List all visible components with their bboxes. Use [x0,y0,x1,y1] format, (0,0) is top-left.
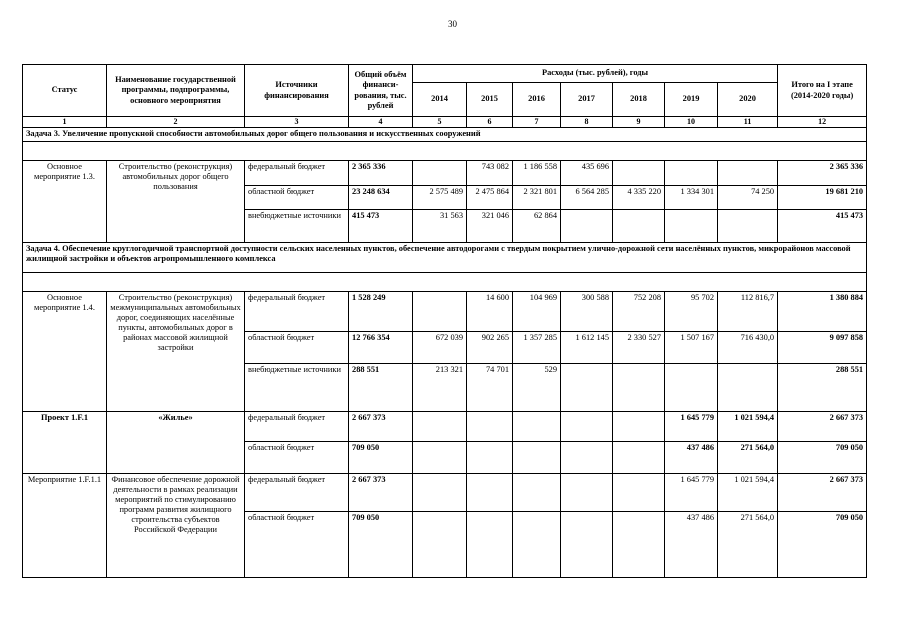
value-cell [718,161,778,186]
value-cell: 435 696 [561,161,613,186]
header-expenses: Расходы (тыс. рублей), годы [413,65,778,83]
value-cell: 743 082 [467,161,513,186]
column-number: 8 [561,117,613,128]
itogo-cell: 709 050 [778,512,867,578]
total-cell: 12 766 354 [349,332,413,364]
total-cell: 1 528 249 [349,292,413,332]
value-cell: 4 335 220 [613,186,665,210]
source-cell: федеральный бюджет [245,474,349,512]
value-cell: 1 357 285 [513,332,561,364]
value-cell: 300 588 [561,292,613,332]
value-cell [665,364,718,412]
column-number: 2 [107,117,245,128]
header-year: 2019 [665,83,718,117]
status-cell: Основное мероприятие 1.4. [23,292,107,412]
value-cell: 2 475 864 [467,186,513,210]
itogo-cell: 2 667 373 [778,474,867,512]
header-name: Наименование государственной программы, подпрограммы, основного мероприятия [107,65,245,117]
value-cell: 529 [513,364,561,412]
name-cell: Строительство (реконструкция) автомобильных дорог общего пользования [107,161,245,243]
source-cell: областной бюджет [245,512,349,578]
source-cell: внебюджетные источники [245,210,349,243]
header-year: 2014 [413,83,467,117]
column-number: 12 [778,117,867,128]
source-cell: федеральный бюджет [245,161,349,186]
value-cell: 62 864 [513,210,561,243]
value-cell [561,412,613,442]
header-year: 2016 [513,83,561,117]
header-sources: Источники финансирования [245,65,349,117]
value-cell: 213 321 [413,364,467,412]
value-cell: 1 021 594,4 [718,474,778,512]
total-cell: 2 365 336 [349,161,413,186]
spacer-row [23,273,867,292]
itogo-cell: 9 097 858 [778,332,867,364]
value-cell [413,512,467,578]
value-cell: 271 564,0 [718,442,778,474]
source-cell: федеральный бюджет [245,292,349,332]
column-number: 3 [245,117,349,128]
value-cell [413,412,467,442]
task-4-title: Задача 4. Обеспечение круглогодичной транспортной доступности сельских населенных пунктов, обеспечение автодорогами с твердым покрытием улично-дорожной сети населённых пунктов, микрорайонов массовой жилищной застройки и объектов агропромышленного комплекса [23,243,867,273]
value-cell [613,364,665,412]
column-number: 6 [467,117,513,128]
total-cell: 709 050 [349,512,413,578]
value-cell: 2 575 489 [413,186,467,210]
value-cell [513,512,561,578]
column-number: 10 [665,117,718,128]
status-cell: Проект 1.F.1 [23,412,107,474]
table-row [23,161,867,186]
value-cell: 1 507 167 [665,332,718,364]
column-number: 7 [513,117,561,128]
itogo-cell: 2 365 336 [778,161,867,186]
itogo-cell: 288 551 [778,364,867,412]
header-itogo: Итого на I этапе (2014-2020 годы) [778,65,867,117]
table-row [23,292,867,332]
value-cell: 752 208 [613,292,665,332]
name-cell: Финансовое обеспечение дорожной деятельности в рамках реализации мероприятий по стимулированию программ развития жилищного строительства субъектов Российской Федерации [107,474,245,578]
column-numbers-row [23,117,867,128]
column-number: 9 [613,117,665,128]
header-total: Общий объём финанси-рования, тыс. рублей [349,65,413,117]
column-number: 11 [718,117,778,128]
value-cell [467,412,513,442]
value-cell [413,442,467,474]
value-cell: 74 701 [467,364,513,412]
source-cell: областной бюджет [245,332,349,364]
value-cell: 321 046 [467,210,513,243]
value-cell [613,442,665,474]
total-cell: 2 667 373 [349,474,413,512]
value-cell [718,364,778,412]
value-cell: 95 702 [665,292,718,332]
value-cell: 2 321 801 [513,186,561,210]
total-cell: 288 551 [349,364,413,412]
header-year: 2017 [561,83,613,117]
status-cell: Мероприятие 1.F.1.1 [23,474,107,578]
value-cell: 14 600 [467,292,513,332]
itogo-cell: 1 380 884 [778,292,867,332]
source-cell: внебюджетные источники [245,364,349,412]
header-status: Статус [23,65,107,117]
task-row [23,128,867,142]
source-cell: федеральный бюджет [245,412,349,442]
value-cell: 1 186 558 [513,161,561,186]
value-cell: 74 250 [718,186,778,210]
value-cell [561,442,613,474]
total-cell: 2 667 373 [349,412,413,442]
table-row [23,412,867,442]
value-cell [561,512,613,578]
value-cell [613,161,665,186]
value-cell [665,210,718,243]
total-cell: 709 050 [349,442,413,474]
total-cell: 23 248 634 [349,186,413,210]
column-number: 4 [349,117,413,128]
value-cell: 104 969 [513,292,561,332]
name-cell: «Жилье» [107,412,245,474]
value-cell: 902 265 [467,332,513,364]
value-cell: 31 563 [413,210,467,243]
program-table [22,64,867,578]
value-cell [513,474,561,512]
value-cell [413,474,467,512]
itogo-cell: 415 473 [778,210,867,243]
value-cell [561,210,613,243]
value-cell: 1 021 594,4 [718,412,778,442]
value-cell: 672 039 [413,332,467,364]
value-cell: 716 430,0 [718,332,778,364]
itogo-cell: 709 050 [778,442,867,474]
value-cell [467,512,513,578]
value-cell [513,442,561,474]
value-cell [561,474,613,512]
value-cell [413,161,467,186]
value-cell [613,474,665,512]
source-cell: областной бюджет [245,186,349,210]
value-cell [613,512,665,578]
source-cell: областной бюджет [245,442,349,474]
table-row [23,474,867,512]
header-year: 2020 [718,83,778,117]
task-3-title: Задача 3. Увеличение пропускной способности автомобильных дорог общего пользования и искусственных сооружений [23,128,867,142]
value-cell [665,161,718,186]
spacer-row [23,142,867,161]
value-cell: 271 564,0 [718,512,778,578]
task-row [23,243,867,273]
value-cell: 1 645 779 [665,474,718,512]
value-cell: 1 612 145 [561,332,613,364]
value-cell: 437 486 [665,512,718,578]
value-cell [613,412,665,442]
value-cell [561,364,613,412]
value-cell [467,474,513,512]
value-cell: 1 334 301 [665,186,718,210]
value-cell: 1 645 779 [665,412,718,442]
value-cell [513,412,561,442]
itogo-cell: 2 667 373 [778,412,867,442]
value-cell: 112 816,7 [718,292,778,332]
name-cell: Строительство (реконструкция) межмуниципальных автомобильных дорог, соединяющих населённые пункты, автомобильных дорог в районах массовой жилищной застройки [107,292,245,412]
total-cell: 415 473 [349,210,413,243]
page-number: 30 [448,19,457,29]
value-cell: 2 330 527 [613,332,665,364]
value-cell: 437 486 [665,442,718,474]
column-number: 1 [23,117,107,128]
itogo-cell: 19 681 210 [778,186,867,210]
header-year: 2015 [467,83,513,117]
value-cell: 6 564 285 [561,186,613,210]
value-cell [413,292,467,332]
value-cell [718,210,778,243]
value-cell [613,210,665,243]
header-year: 2018 [613,83,665,117]
status-cell: Основное мероприятие 1.3. [23,161,107,243]
column-number: 5 [413,117,467,128]
value-cell [467,442,513,474]
